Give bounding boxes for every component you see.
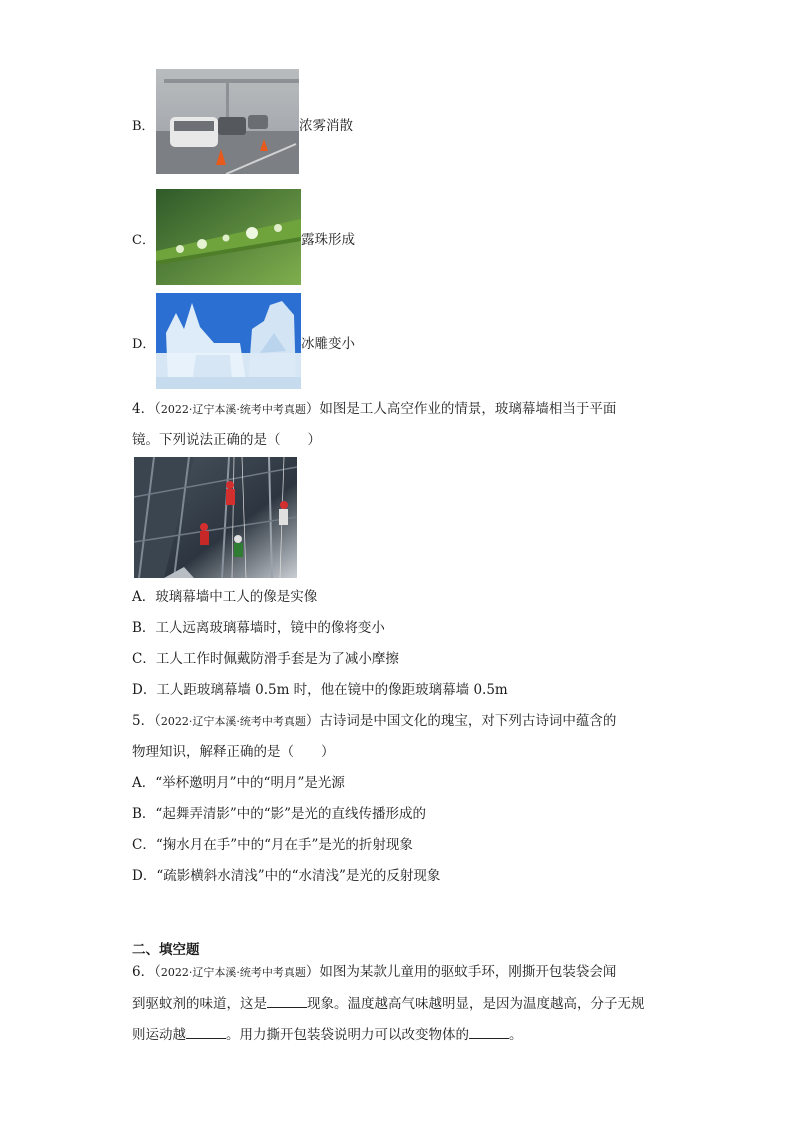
q4-option-a: A．玻璃幕墙中工人的像是实像 xyxy=(132,589,318,605)
dew-on-grass-photo xyxy=(156,189,301,285)
q5-source: 2022·辽宁本溪·统考中考真题 xyxy=(160,715,306,728)
answer-blank-2[interactable] xyxy=(186,1024,226,1039)
workers-on-glass-wall-photo xyxy=(134,457,297,578)
option-letter-c: C． xyxy=(132,233,155,248)
section-title: 二、填空题 xyxy=(132,942,200,958)
q5-stem-line-1: 5．（2022·辽宁本溪·统考中考真题）古诗词是中国文化的瑰宝，对下列古诗词中蕴含的 xyxy=(132,713,617,729)
q6-line-3: 则运动越 。用力撕开包装袋说明力可以改变物体的 。 xyxy=(132,1024,523,1045)
answer-blank-3[interactable] xyxy=(469,1024,509,1039)
q6-line-1: 6．（2022·辽宁本溪·统考中考真题）如图为某款儿童用的驱蚊手环，刚撕开包装袋会闻 xyxy=(132,964,617,980)
ice-sculpture-photo xyxy=(156,293,301,389)
q5-stem-line-2: 物理知识，解释正确的是（ ） xyxy=(132,744,335,760)
answer-blank-1[interactable] xyxy=(267,993,307,1008)
q6-source: 2022·辽宁本溪·统考中考真题 xyxy=(160,966,306,979)
q4-option-c: C．工人工作时佩戴防滑手套是为了减小摩擦 xyxy=(132,651,399,667)
q4-stem-line-2: 镜。下列说法正确的是（ ） xyxy=(132,432,321,448)
option-letter-b: B． xyxy=(132,119,155,134)
q5-option-c: C．“掬水月在手”中的“月在手”是光的折射现象 xyxy=(132,837,413,853)
q6-line-2: 到驱蚊剂的味道，这是 现象。温度越高气味越明显，是因为温度越高，分子无规 xyxy=(132,993,645,1014)
option-caption-d: 冰雕变小 xyxy=(301,336,355,352)
q5-option-b: B．“起舞弄清影”中的“影”是光的直线传播形成的 xyxy=(132,806,427,822)
fog-highway-photo xyxy=(156,69,299,174)
option-caption-c: 露珠形成 xyxy=(301,232,355,248)
option-letter-d: D． xyxy=(132,337,156,352)
option-caption-b: 浓雾消散 xyxy=(299,118,353,134)
q4-source: 2022·辽宁本溪·统考中考真题 xyxy=(160,403,306,416)
q5-option-a: A．“举杯邀明月”中的“明月”是光源 xyxy=(132,775,345,791)
q4-option-d: D．工人距玻璃幕墙 0.5m 时，他在镜中的像距玻璃幕墙 0.5m xyxy=(132,682,508,698)
q4-stem-line-1: 4．（2022·辽宁本溪·统考中考真题）如图是工人高空作业的情景，玻璃幕墙相当于平面 xyxy=(132,401,617,417)
q5-option-d: D．“疏影横斜水清浅”中的“水清浅”是光的反射现象 xyxy=(132,868,441,884)
q4-option-b: B．工人远离玻璃幕墙时，镜中的像将变小 xyxy=(132,620,385,636)
